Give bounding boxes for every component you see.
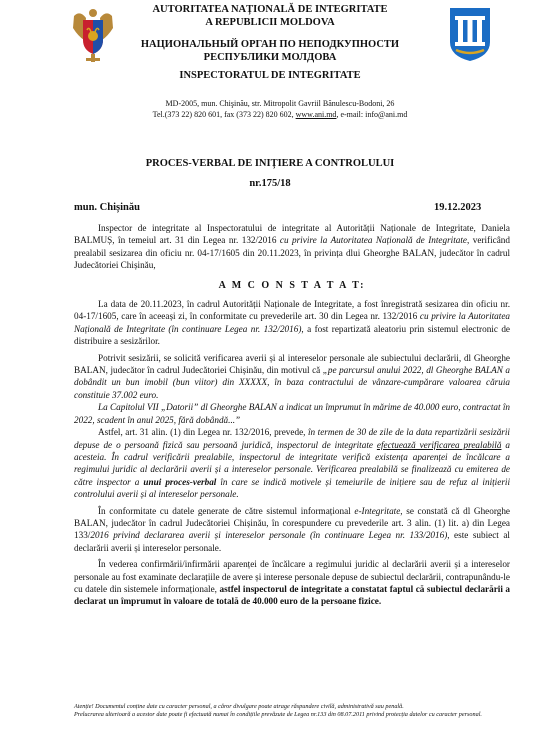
p2-quote: „pe parcursul anului 2022, dl Gheorghe BALAN a dobândit un bun imobil (bun viitor) din XXXXX, în baza contractului de vânzare-cumpărare valoarea căruia constituie 37.002 euro.	[74, 365, 510, 400]
document-city: mun. Chișinău	[74, 202, 140, 213]
p2-text: Potrivit sesizării, se solicită verificarea averii și al intereselor personale ale subiectului declarării, dl Gheorghe BALAN, judecător în cadrul Judecătoriei Chișinău, din motivul că	[74, 352, 510, 376]
p6-conclusion: astfel inspectorul de integritate a constatat faptul că subiectul declarării a declarat un împrumut în valoare de totală de 40.000 euro de la persoane fizice.	[74, 583, 510, 607]
contact-email: , e-mail: info@ani.md	[336, 110, 408, 119]
intro-text-cont: , verificând prealabil sesizarea din oficiu nr. 04-17/1605 din 20.11.2023, în privința dlui Gheorghe BALAN, judecător în cadrul Judecătoriei Chișinău,	[74, 235, 510, 271]
paragraph-5	[74, 505, 510, 555]
contact-phone-fax: Tel.(373 22) 820 601, fax (373 22) 820 602,	[152, 110, 296, 119]
website-link[interactable]: www.ani.md	[295, 110, 337, 119]
document-number: nr.175/18	[249, 178, 291, 189]
document-date: 19.12.2023	[434, 202, 482, 213]
p4-bold: unui proces-verbal	[143, 476, 217, 487]
institution-name-ro-line2: A REPUBLICII MOLDOVA	[205, 17, 335, 28]
p5-system-name: e-Integritate	[354, 505, 401, 516]
document-body	[74, 222, 510, 608]
p4-quote-cont: a acesteia. În cadrul verificării prealabile, inspectorul de integritate verifică existența aparenței de încălcare a regimului juridic al declarării averii și a intereselor personale. Verificarea prealabilă se finalizează cu emiterea de către inspector a	[74, 439, 511, 487]
institution-name-ru-line2: РЕСПУБЛИКИ МОЛДОВА	[203, 52, 337, 63]
intro-paragraph	[74, 222, 510, 272]
intro-text: Inspector de integritate al Inspectoratului de integritate al Autorității Naționale de Integritate, Daniela BALMUȘ, în temeiul art. 31 din Legea nr. 132/2016	[74, 223, 510, 246]
p5-law-title: 2016 privind declararea averii și intereselor personale (în continuare Legea nr. 133/2016)	[90, 530, 448, 541]
paragraph-1	[74, 298, 510, 348]
section-heading-constat: A M C O N S T A T A T:	[218, 279, 366, 291]
p4-quote-end: în care se indică motivele și temeiurile de inițiere sau de refuz al inițierii controlului averii și al intereselor personale.	[74, 476, 510, 500]
contact-line	[90, 109, 470, 120]
intro-law-title: cu privire la Autoritatea Națională de Integritate	[279, 235, 467, 246]
paragraph-6	[74, 558, 510, 608]
document-title: PROCES-VERBAL DE INIȚIERE A CONTROLULUI	[145, 158, 395, 169]
p6-text: În vederea confirmării/infirmării aparenței de încălcare a regimului juridic al declarării averii și a intereselor personale au fost examinate declarațiile de avere și interese personale depuse de subiectul declarării, contrapunându-le cu datele din sistemele informaționale,	[74, 559, 510, 594]
p3-quote: La Capitolul VII „Datorii” dl Gheorghe BALAN a indicat un împrumut în mărime de 40.000 euro, contractat în 2022, scadent în anul 2025, fără dobândă...”	[74, 402, 510, 425]
p4-underlined: efectuează verificarea prealabilă	[376, 439, 502, 450]
footnote	[74, 703, 510, 718]
postal-address: MD-2005, mun. Chişinău, str. Mitropolit Gavriil Bănulescu-Bodoni, 26	[165, 99, 395, 108]
p1-law-title: cu privire la Autoritatea Națională de Integritate (în continuare Legea nr. 132/2016)	[74, 311, 510, 334]
p1-text: La data de 20.11.2023, în cadrul Autorității Naționale de Integritate, a fost înregistrată sesizarea din oficiu nr. 04-17/1605, care în aceeași zi, în conformitate cu prevederile art. 30 din Legea nr. 132/2016	[74, 299, 510, 322]
address-block	[90, 98, 470, 120]
paragraph-4	[74, 426, 510, 500]
institution-name-ru-line1: НАЦИОНАЛЬНЫЙ ОРГАН ПО НЕПОДКУПНОСТИ	[140, 39, 400, 50]
p4-quote: în termen de 30 de zile de la data repartizării sesizării depuse de o persoană fizică sau persoană juridică, inspectorul de integritate	[74, 427, 510, 450]
p4-text: Astfel, art. 31 alin. (1) din Legea nr. 132/2016, prevede,	[98, 427, 308, 438]
ani-emblem-icon	[448, 6, 492, 67]
paragraph-2	[74, 352, 510, 402]
p5-text: În conformitate cu datele generate de către sistemul informațional	[98, 505, 355, 516]
p5-text-cont: , se constată că dl Gheorghe BALAN, judecător în cadrul Judecătoriei Chișinău, în corespundere cu prevederile art. 3 alin. (1) lit. a) din Legea 133/	[74, 505, 510, 541]
institution-name-ru	[110, 38, 430, 64]
p5-text-end: , este subiect al declarării averii și intereselor personale.	[74, 530, 510, 553]
footnote-line2: Prelucrarea ulterioară a acestor date poate fi efectuată numai în condițiile prevăzute de Legea nr.133 din 08.07.2011 privind protecția datelor cu caracter personal.	[74, 710, 482, 718]
p1-text-cont: , a fost repartizată aleatoriu prin sistemul electronic de distribuire a sesizărilor.	[74, 323, 511, 347]
institution-name-ro-line1: AUTORITATEA NAȚIONALĂ DE INTEGRITATE	[152, 4, 388, 15]
inspectorate-name: INSPECTORATUL DE INTEGRITATE	[179, 70, 361, 81]
paragraph-3	[74, 401, 510, 426]
footnote-line1: Atenție! Documentul conține date cu caracter personal, a căror divulgare poate atrage răspundere civilă, administrativă sau penală.	[74, 703, 404, 710]
institution-name-ro	[110, 3, 430, 29]
